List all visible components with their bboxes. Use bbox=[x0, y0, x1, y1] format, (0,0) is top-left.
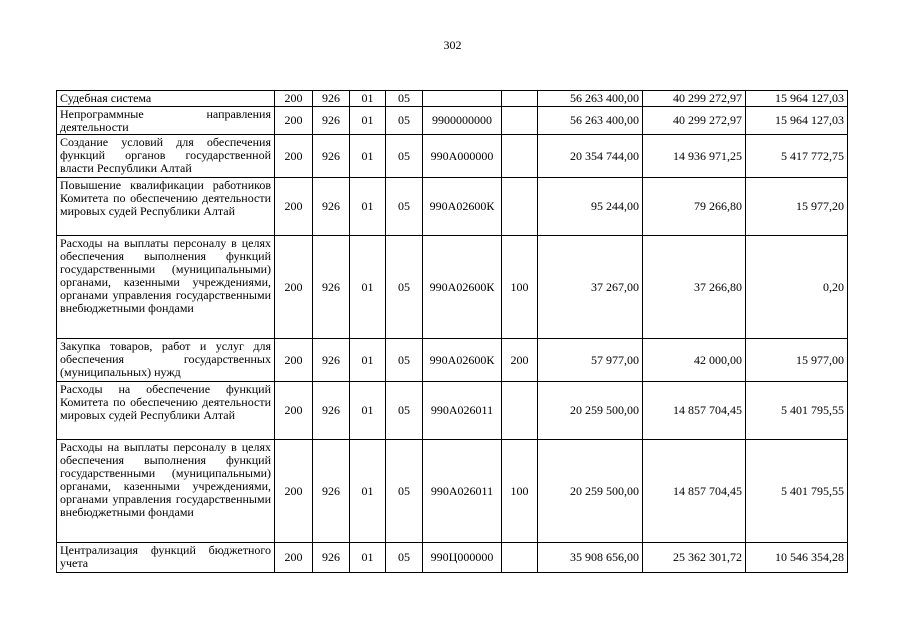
cell-target-article: 990А000000 bbox=[423, 135, 502, 178]
cell-amount-planned: 95 244,00 bbox=[538, 178, 643, 236]
cell-target-article: 990А026011 bbox=[423, 382, 502, 440]
cell-amount-remainder: 5 417 772,75 bbox=[746, 135, 848, 178]
cell-code-b: 926 bbox=[313, 178, 350, 236]
cell-subsection: 05 bbox=[386, 236, 423, 339]
table-row bbox=[57, 440, 848, 543]
table-row bbox=[57, 339, 848, 382]
row-name: Повышение квалификации работников Комитета по обеспечению деятельности мировых судей Республики Алтай bbox=[57, 178, 275, 236]
cell-amount-executed: 37 266,80 bbox=[643, 236, 746, 339]
cell-amount-planned: 20 354 744,00 bbox=[538, 135, 643, 178]
cell-amount-executed: 14 936 971,25 bbox=[643, 135, 746, 178]
cell-code-b: 926 bbox=[313, 440, 350, 543]
cell-code-a: 200 bbox=[275, 236, 313, 339]
cell-amount-remainder: 5 401 795,55 bbox=[746, 440, 848, 543]
cell-target-article: 9900000000 bbox=[423, 107, 502, 135]
row-name: Расходы на обеспечение функций Комитета по обеспечению деятельности мировых судей Республики Алтай bbox=[57, 382, 275, 440]
budget-table bbox=[56, 90, 848, 573]
table-row bbox=[57, 107, 848, 135]
cell-subsection: 05 bbox=[386, 382, 423, 440]
cell-subsection: 05 bbox=[386, 440, 423, 543]
cell-code-a: 200 bbox=[275, 107, 313, 135]
cell-expense-type bbox=[502, 135, 538, 178]
cell-code-a: 200 bbox=[275, 135, 313, 178]
cell-amount-remainder: 15 977,00 bbox=[746, 339, 848, 382]
table-row bbox=[57, 236, 848, 339]
cell-amount-executed: 14 857 704,45 bbox=[643, 440, 746, 543]
cell-amount-planned: 57 977,00 bbox=[538, 339, 643, 382]
cell-amount-planned: 56 263 400,00 bbox=[538, 91, 643, 107]
cell-code-a: 200 bbox=[275, 382, 313, 440]
cell-code-a: 200 bbox=[275, 91, 313, 107]
cell-amount-planned: 56 263 400,00 bbox=[538, 107, 643, 135]
cell-amount-executed: 25 362 301,72 bbox=[643, 543, 746, 573]
cell-expense-type bbox=[502, 91, 538, 107]
cell-amount-executed: 40 299 272,97 bbox=[643, 107, 746, 135]
cell-subsection: 05 bbox=[386, 543, 423, 573]
cell-amount-remainder: 15 964 127,03 bbox=[746, 107, 848, 135]
cell-subsection: 05 bbox=[386, 178, 423, 236]
table-row bbox=[57, 91, 848, 107]
cell-target-article: 990А02600К bbox=[423, 236, 502, 339]
cell-amount-planned: 20 259 500,00 bbox=[538, 382, 643, 440]
cell-amount-remainder: 0,20 bbox=[746, 236, 848, 339]
cell-target-article bbox=[423, 91, 502, 107]
cell-code-b: 926 bbox=[313, 339, 350, 382]
cell-code-b: 926 bbox=[313, 543, 350, 573]
cell-section: 01 bbox=[350, 107, 386, 135]
cell-section: 01 bbox=[350, 382, 386, 440]
table-row bbox=[57, 382, 848, 440]
row-name: Централизация функций бюджетного учета bbox=[57, 543, 275, 573]
cell-section: 01 bbox=[350, 135, 386, 178]
cell-target-article: 990А02600К bbox=[423, 339, 502, 382]
row-name: Создание условий для обеспечения функций органов государственной власти Республики Алтай bbox=[57, 135, 275, 178]
row-name: Расходы на выплаты персоналу в целях обеспечения выполнения функций государственными (муниципальными) органами, казенными учреждениями, органами управления государственными внебюджетными фондами bbox=[57, 236, 275, 339]
row-name: Непрограммные направления деятельности bbox=[57, 107, 275, 135]
cell-section: 01 bbox=[350, 440, 386, 543]
table-row bbox=[57, 135, 848, 178]
cell-code-a: 200 bbox=[275, 339, 313, 382]
cell-section: 01 bbox=[350, 543, 386, 573]
cell-target-article: 990А026011 bbox=[423, 440, 502, 543]
table-row bbox=[57, 178, 848, 236]
row-name: Судебная система bbox=[57, 91, 275, 107]
cell-amount-remainder: 5 401 795,55 bbox=[746, 382, 848, 440]
cell-expense-type bbox=[502, 178, 538, 236]
row-name: Расходы на выплаты персоналу в целях обеспечения выполнения функций государственными (муниципальными) органами, казенными учреждениями, органами управления государственными внебюджетными фондами bbox=[57, 440, 275, 543]
cell-subsection: 05 bbox=[386, 107, 423, 135]
cell-subsection: 05 bbox=[386, 339, 423, 382]
cell-amount-executed: 79 266,80 bbox=[643, 178, 746, 236]
cell-expense-type bbox=[502, 107, 538, 135]
cell-expense-type: 100 bbox=[502, 440, 538, 543]
cell-code-b: 926 bbox=[313, 107, 350, 135]
cell-section: 01 bbox=[350, 236, 386, 339]
cell-amount-planned: 37 267,00 bbox=[538, 236, 643, 339]
cell-section: 01 bbox=[350, 339, 386, 382]
cell-code-b: 926 bbox=[313, 91, 350, 107]
cell-amount-planned: 20 259 500,00 bbox=[538, 440, 643, 543]
table-row bbox=[57, 543, 848, 573]
cell-code-b: 926 bbox=[313, 236, 350, 339]
cell-amount-executed: 40 299 272,97 bbox=[643, 91, 746, 107]
cell-code-b: 926 bbox=[313, 135, 350, 178]
cell-amount-remainder: 15 964 127,03 bbox=[746, 91, 848, 107]
cell-amount-remainder: 15 977,20 bbox=[746, 178, 848, 236]
cell-code-a: 200 bbox=[275, 440, 313, 543]
cell-target-article: 990Ц000000 bbox=[423, 543, 502, 573]
cell-expense-type bbox=[502, 382, 538, 440]
cell-target-article: 990А02600К bbox=[423, 178, 502, 236]
cell-section: 01 bbox=[350, 178, 386, 236]
cell-expense-type: 200 bbox=[502, 339, 538, 382]
cell-subsection: 05 bbox=[386, 135, 423, 178]
cell-section: 01 bbox=[350, 91, 386, 107]
cell-amount-planned: 35 908 656,00 bbox=[538, 543, 643, 573]
cell-amount-executed: 42 000,00 bbox=[643, 339, 746, 382]
cell-code-b: 926 bbox=[313, 382, 350, 440]
row-name: Закупка товаров, работ и услуг для обеспечения государственных (муниципальных) нужд bbox=[57, 339, 275, 382]
cell-amount-executed: 14 857 704,45 bbox=[643, 382, 746, 440]
cell-subsection: 05 bbox=[386, 91, 423, 107]
cell-code-a: 200 bbox=[275, 543, 313, 573]
cell-expense-type: 100 bbox=[502, 236, 538, 339]
page-number: 302 bbox=[443, 38, 462, 52]
cell-expense-type bbox=[502, 543, 538, 573]
cell-code-a: 200 bbox=[275, 178, 313, 236]
cell-amount-remainder: 10 546 354,28 bbox=[746, 543, 848, 573]
